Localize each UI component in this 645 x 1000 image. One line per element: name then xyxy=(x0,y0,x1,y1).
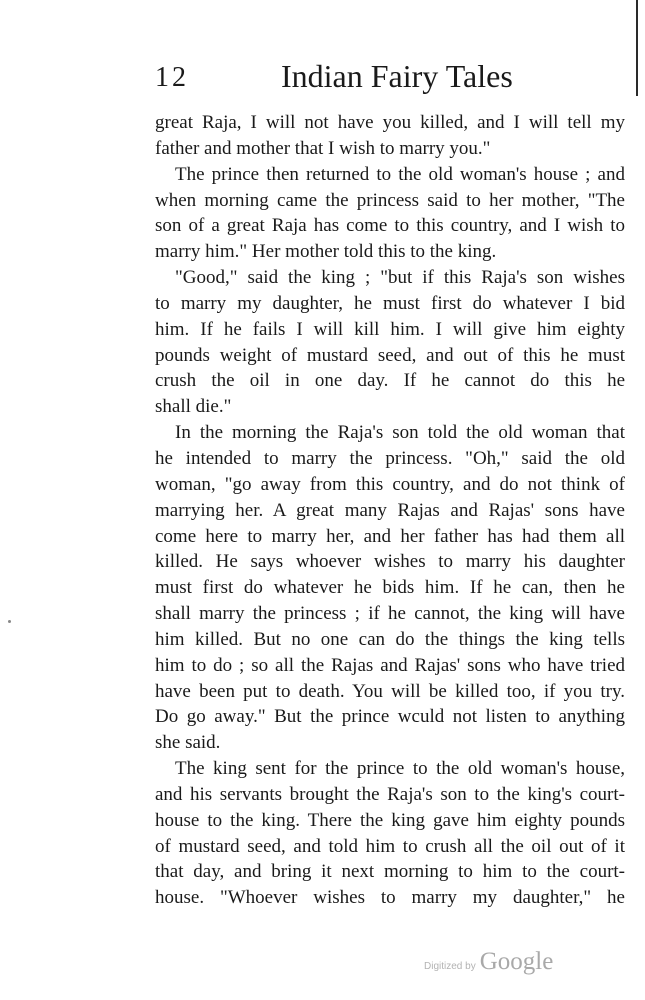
text-line: Do go away." But the prince wculd not listen to anything xyxy=(155,706,625,728)
text-line: woman, "go away from this country, and do not think of xyxy=(155,473,625,495)
text-line: father and mother that I wish to marry you." xyxy=(155,137,491,159)
text-line: "Good," said the king ; "but if this Raja's son wishes xyxy=(175,267,625,289)
scan-speck xyxy=(8,620,11,623)
text-line: marrying her. A great many Rajas and Rajas' sons have xyxy=(155,499,625,521)
text-line: pounds weight of mustard seed, and out of this he must xyxy=(155,344,625,366)
watermark-prefix: Digitized by xyxy=(424,961,476,972)
text-line: crush the oil in one day. If he cannot do this he xyxy=(155,370,625,392)
text-line: she said. xyxy=(155,732,221,754)
text-line: house to the king. There the king gave him eighty pounds xyxy=(155,809,625,831)
text-line: house. "Whoever wishes to marry my daughter," he xyxy=(155,887,625,909)
text-line: of mustard seed, and told him to crush all the oil out of it xyxy=(155,835,625,857)
body-text xyxy=(155,110,625,911)
page-edge-line xyxy=(636,0,638,96)
google-logo: Google xyxy=(479,948,554,975)
text-line: he intended to marry the princess. "Oh," said the old xyxy=(155,447,625,469)
text-line: The king sent for the prince to the old woman's house, xyxy=(175,758,625,780)
text-line: him. If he fails I will kill him. I will give him eighty xyxy=(155,318,625,340)
text-line: must first do whatever he bids him. If he can, then he xyxy=(155,577,625,599)
text-line: him to do ; so all the Rajas and Rajas' sons who have tried xyxy=(155,654,625,676)
text-line: great Raja, I will not have you killed, and I will tell my xyxy=(155,112,625,133)
text-line: The prince then returned to the old woman's house ; and xyxy=(175,163,625,185)
text-line: In the morning the Raja's son told the old woman that xyxy=(175,422,625,444)
digitized-watermark xyxy=(424,948,553,978)
text-line: to marry my daughter, he must first do whatever I bid xyxy=(155,292,625,314)
text-line: shall marry the princess ; if he cannot, the king will have xyxy=(155,603,625,625)
text-line: come here to marry her, and her father has had them all xyxy=(155,525,625,547)
text-line: marry him." Her mother told this to the king. xyxy=(155,241,497,263)
text-line: that day, and bring it next morning to him to the court- xyxy=(155,861,625,883)
running-header xyxy=(155,58,625,100)
text-line: when morning came the princess said to her mother, "The xyxy=(155,189,625,211)
text-line: have been put to death. You will be killed too, if you try. xyxy=(155,680,625,702)
text-line: and his servants brought the Raja's son to the king's court- xyxy=(155,783,625,805)
text-line: killed. He says whoever wishes to marry his daughter xyxy=(155,551,625,573)
text-line: shall die." xyxy=(155,396,232,418)
text-line: him killed. But no one can do the things the king tells xyxy=(155,628,625,650)
text-line: son of a great Raja has come to this country, and I wish to xyxy=(155,215,625,237)
running-title: Indian Fairy Tales xyxy=(281,58,513,94)
page-number: 12 xyxy=(155,62,189,93)
